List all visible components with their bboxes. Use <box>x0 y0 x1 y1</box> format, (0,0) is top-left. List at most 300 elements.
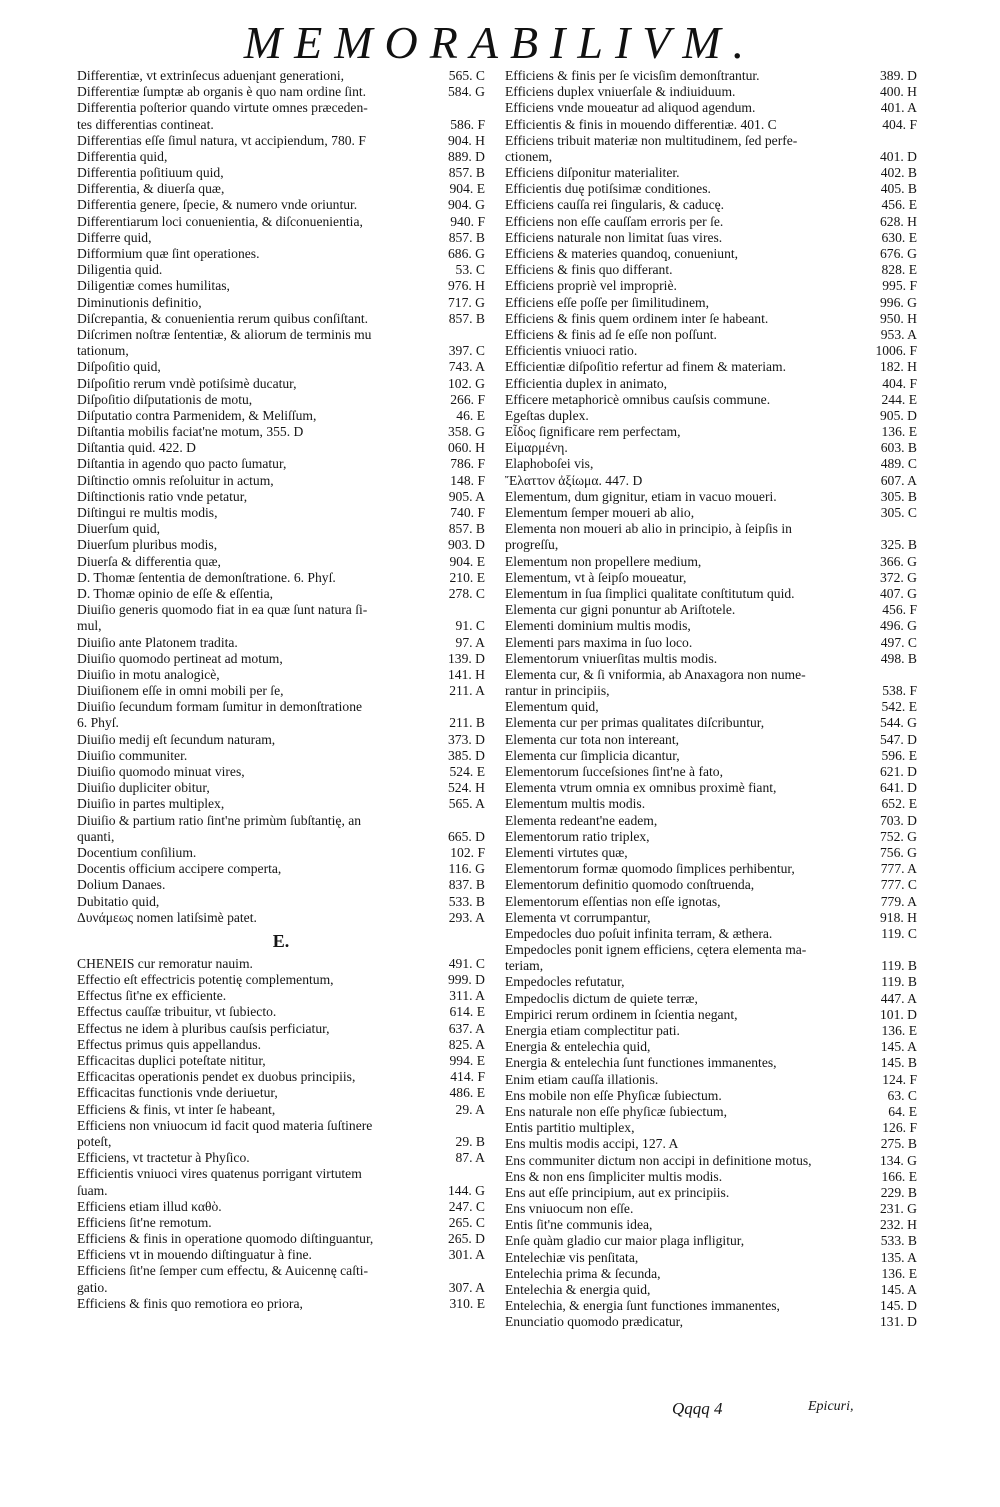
index-entry <box>505 84 917 100</box>
entry-text: Diſpoſitio diſputationis de motu, <box>77 391 253 407</box>
index-entry <box>77 910 485 926</box>
entry-text: Efficiens & finis in operatione quomodo diſtinguantur, <box>77 1231 374 1247</box>
entry-reference: 64. E <box>888 1104 917 1119</box>
entry-text: Elementa non moueri ab alio in principio, à ſeipſis in <box>505 521 792 537</box>
index-entry <box>77 1183 485 1199</box>
entry-text: Δυνάμεως nomen latiſsimè patet. <box>77 909 257 925</box>
entry-text: Entelechiæ vis penſitata, <box>505 1249 639 1265</box>
entry-reference: 135. A <box>880 1249 917 1265</box>
entry-text: Elementa cur, & ſi vniformia, ab Anaxagora non nume- <box>505 666 806 682</box>
entry-text: Ens & non ens ſimpliciter multis modis. <box>505 1168 723 1184</box>
entry-text: Elementa vtrum omnia ex omnibus proximè fiant, <box>505 780 777 796</box>
index-entry <box>77 424 485 440</box>
index-entry <box>77 635 485 651</box>
entry-text: D. Thomæ ſententia de demonſtratione. 6. Phyſ. <box>77 569 336 585</box>
index-entry <box>77 813 485 829</box>
entry-text: Diſtinctionis ratio vnde petatur, <box>77 488 248 504</box>
entry-reference: 586. F <box>450 116 485 132</box>
entry-reference: 102. F <box>450 845 485 860</box>
index-entry <box>505 440 917 456</box>
index-entry <box>77 149 485 165</box>
entry-text: Ens multis modis accipi, 127. A <box>505 1136 679 1152</box>
index-entry <box>77 861 485 877</box>
entry-text: Diuiſio dupliciter obitur, <box>77 780 210 796</box>
index-entry <box>77 521 485 537</box>
entry-reference: 87. A <box>455 1150 485 1166</box>
index-entry <box>77 278 485 294</box>
entry-text: Elementorum vniuerſitas multis modis. <box>505 650 718 666</box>
index-entry <box>77 100 485 116</box>
entry-reference: 547. D <box>879 731 917 747</box>
entry-reference: 686. G <box>447 246 485 262</box>
index-entry <box>77 440 485 456</box>
index-entry <box>505 262 917 278</box>
entry-text: Diuerſum quid, <box>77 521 161 537</box>
entry-reference: 497. C <box>880 634 917 650</box>
entry-text: Differentiæ ſumptæ ab organis è quo nam ordine ſint. <box>77 84 367 100</box>
entry-reference: 63. C <box>887 1087 917 1103</box>
entry-reference: 182. H <box>879 359 917 375</box>
entry-text: Differentia poſitiuum quid, <box>77 165 224 181</box>
entry-text: Efficiens & materies quandoq, conueniunt, <box>505 246 739 262</box>
entry-text: Diuerſum pluribus modis, <box>77 537 218 553</box>
index-entry <box>505 1314 917 1330</box>
entry-reference: 950. H <box>879 310 917 326</box>
index-entry <box>505 699 917 715</box>
entry-text: Efficiens propriè vel impropriè. <box>505 278 677 294</box>
entry-text: Diuiſio & partium ratio ſint'ne primùm ſubſtantię, an <box>77 812 362 828</box>
entry-reference: 456. F <box>882 602 917 618</box>
index-entry <box>505 230 917 246</box>
index-entry <box>77 1085 485 1101</box>
entry-text: tes differentias contineat. <box>77 116 214 132</box>
entry-text: Empedocles refutatur, <box>505 974 625 990</box>
entry-reference: 641. D <box>879 780 917 796</box>
entry-text: 6. Phyſ. <box>77 715 119 731</box>
entry-reference: 918. H <box>879 909 917 925</box>
entry-text: Diuiſio generis quomodo fiat in ea quæ ſunt natura ſi- <box>77 602 368 618</box>
entry-text: Dubitatio quid, <box>77 893 160 909</box>
entry-reference: 404. F <box>882 116 917 132</box>
index-entry <box>505 246 917 262</box>
entry-reference: 134. G <box>879 1152 917 1168</box>
entry-text: gatio. <box>77 1279 108 1295</box>
index-entry <box>77 1231 485 1247</box>
entry-reference: 903. D <box>447 537 485 553</box>
entry-text: Diligentia quid. <box>77 262 163 278</box>
index-entry <box>77 84 485 100</box>
index-entry <box>77 667 485 683</box>
entry-reference: 665. D <box>447 828 485 844</box>
entry-reference: 889. D <box>447 148 485 164</box>
entry-reference: 397. C <box>448 343 485 359</box>
entry-reference: 102. G <box>447 375 485 391</box>
index-entry <box>505 181 917 197</box>
entry-reference: 630. E <box>881 229 917 245</box>
index-entry <box>77 489 485 505</box>
entry-reference: 603. B <box>880 440 917 456</box>
index-entry <box>505 845 917 861</box>
entry-text: Empedocles ponit ignem efficiens, cętera elementa ma- <box>505 942 807 958</box>
index-entry <box>77 956 485 972</box>
index-entry <box>505 877 917 893</box>
entry-reference: 905. D <box>879 407 917 423</box>
entry-text: Elementi dominium multis modis, <box>505 618 691 634</box>
entry-reference: 596. E <box>881 747 917 763</box>
entry-text: Effectus ne idem à pluribus cauſsis perficiatur, <box>77 1020 330 1036</box>
index-entry <box>505 505 917 521</box>
entry-text: Differentia genere, ſpecie, & numero vnde oriuntur. <box>77 197 358 213</box>
entry-reference: 119. C <box>881 925 917 941</box>
index-entry <box>77 1166 485 1182</box>
index-entry <box>505 570 917 586</box>
entry-text: Elementum, vt à ſeipſo moueatur, <box>505 569 687 585</box>
index-entry <box>505 602 917 618</box>
index-entry <box>77 716 485 732</box>
entry-reference: 837. B <box>448 877 485 893</box>
entry-reference: 366. G <box>879 553 917 569</box>
index-entry <box>505 1298 917 1314</box>
entry-reference: 524. E <box>449 764 485 780</box>
entry-reference: 229. B <box>880 1184 917 1200</box>
entry-text: Elementa cur tota non intereant, <box>505 731 680 747</box>
entry-reference: 953. A <box>880 327 917 342</box>
index-entry <box>77 894 485 910</box>
index-entry <box>505 829 917 845</box>
index-entry <box>77 780 485 796</box>
index-entry <box>505 100 917 116</box>
index-entry <box>77 845 485 861</box>
index-entry <box>505 910 917 926</box>
entry-text: Efficiens diſponitur materialiter. <box>505 165 680 181</box>
entry-reference: 904. E <box>449 181 485 197</box>
entry-text: Elementorum formæ quomodo ſimplices perhibentur, <box>505 861 795 877</box>
entry-reference: 614. E <box>449 1004 485 1020</box>
entry-reference: 231. G <box>879 1201 917 1217</box>
entry-text: Diuiſio communiter. <box>77 747 188 763</box>
entry-text: Energia etiam complectitur pati. <box>505 1023 680 1039</box>
index-entry <box>505 683 917 699</box>
entry-text: Diſpoſitio rerum vndè potiſsimè ducatur, <box>77 375 297 391</box>
entry-reference: 544. G <box>879 715 917 731</box>
entry-reference: 247. C <box>448 1198 485 1214</box>
index-entry <box>505 1007 917 1023</box>
entry-reference: 407. G <box>879 586 917 601</box>
entry-text: Diuiſio ſecundum formam ſumitur in demonſtratione <box>77 699 363 715</box>
entry-reference: 857. B <box>448 521 485 537</box>
entry-reference: 498. B <box>880 650 917 666</box>
entry-text: Elementorum ratio triplex, <box>505 828 650 844</box>
catchword: Epicuri, <box>808 1399 854 1414</box>
page-header: MEMORABILIVM. <box>243 17 757 68</box>
entry-text: Efficiens eſſe poſſe per ſimilitudinem, <box>505 294 709 310</box>
index-entry <box>77 877 485 893</box>
entry-text: Ens naturale non eſſe phyſicæ ſubiectum, <box>505 1104 727 1119</box>
entry-reference: 828. E <box>881 262 917 278</box>
entry-reference: 825. A <box>448 1036 485 1052</box>
entry-text: Ens communiter dictum non accipi in definitione motus, <box>505 1152 812 1168</box>
entry-reference: 145. A <box>880 1039 917 1055</box>
entry-reference: 414. F <box>450 1069 485 1085</box>
index-entry <box>77 408 485 424</box>
entry-text: Elementa vt corrumpantur, <box>505 909 651 925</box>
index-entry <box>505 457 917 473</box>
entry-reference: 786. F <box>450 456 485 472</box>
entry-text: Εἶδος ſignificare rem perfectam, <box>505 424 681 440</box>
section-letter-e: E. <box>272 930 290 951</box>
index-entry <box>505 926 917 942</box>
entry-text: Differentiarum loci conuenientia, & diſconuenientia, <box>77 213 363 229</box>
index-entry <box>505 796 917 812</box>
entry-text: Efficiens, vt tractetur à Phyſico. <box>77 1150 250 1166</box>
entry-reference: 995. F <box>882 278 917 294</box>
entry-reference: 401. A <box>880 100 917 116</box>
index-entry <box>505 473 917 489</box>
entry-text: Elementorum eſſentias non eſſe ignotas, <box>505 893 721 909</box>
index-entry <box>77 198 485 214</box>
entry-text: Diuerſa & differentia quæ, <box>77 553 221 569</box>
entry-reference: 358. G <box>447 424 485 440</box>
entry-text: D. Thomæ opinio de eſſe & eſſentia, <box>77 586 274 601</box>
index-entry <box>505 1282 917 1298</box>
entry-text: Diuiſio in partes multiplex, <box>77 796 225 812</box>
entry-reference: 717. G <box>447 294 485 310</box>
entry-text: Diſtingui re multis modis, <box>77 505 218 521</box>
entry-reference: 232. H <box>879 1217 917 1233</box>
index-entry <box>505 537 917 553</box>
index-entry <box>505 133 917 149</box>
entry-text: ctionem, <box>505 148 553 164</box>
entry-text: Effectio eſt effectricis potentię complementum, <box>77 972 334 988</box>
index-column-left <box>77 68 485 1312</box>
entry-text: poteſt, <box>77 1134 112 1149</box>
entry-text: Efficiens & finis quem ordinem inter ſe habeant. <box>505 310 769 326</box>
index-entry <box>77 732 485 748</box>
entry-reference: 1006. F <box>875 343 917 359</box>
entry-text: Diſtinctio omnis reſoluitur in actum, <box>77 472 274 488</box>
index-entry <box>505 1104 917 1120</box>
entry-reference: 999. D <box>447 972 485 988</box>
entry-text: Efficiens & finis quo remotiora eo priora, <box>77 1295 303 1311</box>
entry-text: Diuiſio ante Platonem tradita. <box>77 634 238 650</box>
index-entry <box>505 716 917 732</box>
index-entry <box>77 748 485 764</box>
entry-text: Diſpoſitio quid, <box>77 359 161 375</box>
entry-text: Elementum in ſua ſimplici qualitate conſtitutum quid. <box>505 586 795 601</box>
index-entry <box>505 1250 917 1266</box>
entry-text: Differentia poſterior quando virtute omnes præceden- <box>77 100 368 116</box>
index-entry <box>505 1039 917 1055</box>
entry-text: Efficiens ſit'ne ſemper cum effectu, & Auicennę caſti- <box>77 1263 369 1279</box>
index-entry <box>77 1199 485 1215</box>
entry-reference: 779. A <box>880 893 917 909</box>
entry-text: Docentis officium accipere comperta, <box>77 861 282 877</box>
entry-text: Entelechia, & energia ſunt functiones immanentes, <box>505 1298 780 1314</box>
entry-reference: 305. B <box>880 488 917 504</box>
index-entry <box>505 1217 917 1233</box>
entry-text: Energia & entelechia ſunt functiones immanentes, <box>505 1055 777 1071</box>
entry-text: Ens mobile non eſſe Phyſicæ ſubiectum. <box>505 1087 722 1103</box>
entry-reference: 404. F <box>882 375 917 391</box>
index-entry <box>77 683 485 699</box>
entry-text: Efficientiæ diſpoſitio refertur ad finem & materiam. <box>505 359 786 375</box>
entry-text: Efficiens & finis per ſe vicisſim demonſtrantur. <box>505 68 760 83</box>
index-entry <box>505 376 917 392</box>
entry-reference: 91. C <box>455 618 485 634</box>
entry-text: Enim etiam cauſſa illationis. <box>505 1071 659 1087</box>
entry-text: Efficacitas operationis pendet ex duobus principiis, <box>77 1069 356 1085</box>
index-entry <box>77 1102 485 1118</box>
entry-reference: 904. E <box>449 553 485 569</box>
entry-text: Elementum ſemper moueri ab alio, <box>505 505 695 521</box>
entry-reference: 144. G <box>447 1182 485 1198</box>
index-entry <box>505 165 917 181</box>
entry-text: Ens aut eſſe principium, aut ex principiis. <box>505 1184 730 1200</box>
index-entry <box>505 861 917 877</box>
entry-text: Elementa cur gigni ponuntur ab Ariſtotele. <box>505 602 736 618</box>
entry-reference: 148. F <box>450 472 485 488</box>
entry-text: Elementum quid, <box>505 699 599 715</box>
entry-reference: 652. E <box>881 796 917 812</box>
entry-text: Efficientis vniuoci vires quatenus porrigant virtutem <box>77 1166 362 1182</box>
entry-text: Differentia quid, <box>77 148 168 164</box>
entry-reference: 533. B <box>448 893 485 909</box>
entry-reference: 29. B <box>455 1134 485 1149</box>
index-entry <box>77 586 485 602</box>
entry-reference: 136. E <box>881 1023 917 1039</box>
index-entry <box>77 1021 485 1037</box>
entry-reference: 904. H <box>447 132 485 148</box>
entry-text: Differre quid, <box>77 229 152 245</box>
index-entry <box>505 991 917 1007</box>
index-entry <box>505 554 917 570</box>
entry-reference: 119. B <box>881 974 917 990</box>
entry-reference: 139. D <box>447 650 485 666</box>
entry-reference: 265. C <box>448 1214 485 1230</box>
entry-text: mul, <box>77 618 102 634</box>
index-entry <box>505 732 917 748</box>
index-list-e <box>77 956 485 1312</box>
entry-text: Efficere metaphoricè omnibus cauſsis commune. <box>505 391 771 407</box>
entry-reference: 857. B <box>448 165 485 181</box>
entry-text: Diuiſio medij eſt ſecundum naturam, <box>77 731 276 747</box>
entry-text: Efficiens naturale non limitat ſuas vires. <box>505 229 723 245</box>
index-entry <box>77 972 485 988</box>
entry-text: Efficiens tribuit materiæ non multitudinem, ſed perfe- <box>505 132 798 148</box>
entry-reference: 621. D <box>879 764 917 780</box>
entry-reference: 491. C <box>448 955 485 971</box>
index-entry <box>77 1134 485 1150</box>
entry-reference: 857. B <box>448 229 485 245</box>
entry-reference: 325. B <box>880 537 917 553</box>
index-entry <box>505 1201 917 1217</box>
entry-text: Efficacitas duplici poteſtate nititur, <box>77 1053 266 1069</box>
entry-text: Differentia, & diuerſa quæ, <box>77 181 225 197</box>
entry-text: Efficiens non eſſe cauſſam erroris per ſe. <box>505 213 724 229</box>
entry-text: Elementa redeant'ne eadem, <box>505 812 658 828</box>
index-entry <box>505 958 917 974</box>
entry-text: Diuiſio quomodo pertineat ad motum, <box>77 650 283 666</box>
index-entry <box>77 1005 485 1021</box>
index-entry <box>505 1023 917 1039</box>
index-entry <box>505 1055 917 1071</box>
index-entry <box>505 651 917 667</box>
entry-text: Diſcrepantia, & conuenientia rerum quibus conſiſtant. <box>77 310 369 326</box>
entry-text: Efficientis vniuoci ratio. <box>505 343 638 359</box>
entry-text: Diſtantia in agendo quo pacto ſumatur, <box>77 456 287 472</box>
entry-reference: 496. G <box>879 618 917 634</box>
entry-reference: 538. F <box>882 683 917 699</box>
index-entry <box>505 1136 917 1152</box>
index-entry <box>505 942 917 958</box>
entry-reference: 136. E <box>881 1265 917 1281</box>
index-entry <box>505 975 917 991</box>
entry-reference: 145. D <box>879 1298 917 1314</box>
entry-text: Elementorum definitio quomodo conſtruenda, <box>505 877 755 893</box>
entry-reference: 278. C <box>448 586 485 601</box>
entry-text: Elementa cur ſimplicia dicantur, <box>505 747 680 763</box>
entry-text: Energia & entelechia quid, <box>505 1039 651 1055</box>
entry-reference: 166. E <box>881 1168 917 1184</box>
entry-text: Efficiens etiam illud καθὸ. <box>77 1198 222 1214</box>
entry-text: Elaphoboſei vis, <box>505 456 594 472</box>
index-entry <box>505 117 917 133</box>
entry-text: Efficiens non vniuocum id facit quod materia ſuſtinere <box>77 1117 373 1133</box>
entry-text: Effectus cauſſæ tribuitur, vt ſubiecto. <box>77 1004 277 1020</box>
entry-reference: 976. H <box>447 278 485 294</box>
index-entry <box>77 651 485 667</box>
index-entry <box>77 165 485 181</box>
entry-reference: 401. D <box>879 148 917 164</box>
entry-text: Efficiens duplex vniuerſale & indiuiduum. <box>505 84 736 100</box>
entry-reference: 904. G <box>447 197 485 213</box>
entry-reference: 752. G <box>879 828 917 844</box>
index-entry <box>505 1088 917 1104</box>
index-entry <box>77 181 485 197</box>
index-entry <box>505 392 917 408</box>
index-entry <box>77 262 485 278</box>
index-entry <box>505 68 917 84</box>
index-entry <box>77 68 485 84</box>
index-entry <box>505 780 917 796</box>
entry-reference: 447. A <box>880 990 917 1006</box>
index-entry <box>505 424 917 440</box>
entry-text: Empedocles duo poſuit infinita terram, & æthera. <box>505 925 773 941</box>
entry-text: Diuiſionem eſſe in omni mobili per ſe, <box>77 683 284 699</box>
index-entry <box>77 343 485 359</box>
entry-text: tationum, <box>77 343 129 359</box>
index-entry <box>505 311 917 327</box>
entry-text: Efficientia duplex in animato, <box>505 375 668 391</box>
entry-reference: 141. H <box>447 666 485 682</box>
index-entry <box>505 149 917 165</box>
entry-text: Elementa cur per primas qualitates diſcribuntur, <box>505 715 765 731</box>
entry-reference: 703. D <box>879 812 917 828</box>
index-entry <box>505 359 917 375</box>
index-entry <box>77 473 485 489</box>
entry-reference: 265. D <box>447 1231 485 1247</box>
entry-text: Efficientis duę potiſsimæ conditiones. <box>505 181 711 197</box>
index-entry <box>505 1185 917 1201</box>
entry-reference: 565. C <box>448 68 485 83</box>
index-entry <box>77 311 485 327</box>
entry-text: Effectus primus quis appellandus. <box>77 1036 261 1052</box>
index-entry <box>77 457 485 473</box>
entry-reference: 310. E <box>449 1295 485 1311</box>
index-entry <box>505 667 917 683</box>
entry-reference: 385. D <box>447 747 485 763</box>
index-entry <box>77 1053 485 1069</box>
